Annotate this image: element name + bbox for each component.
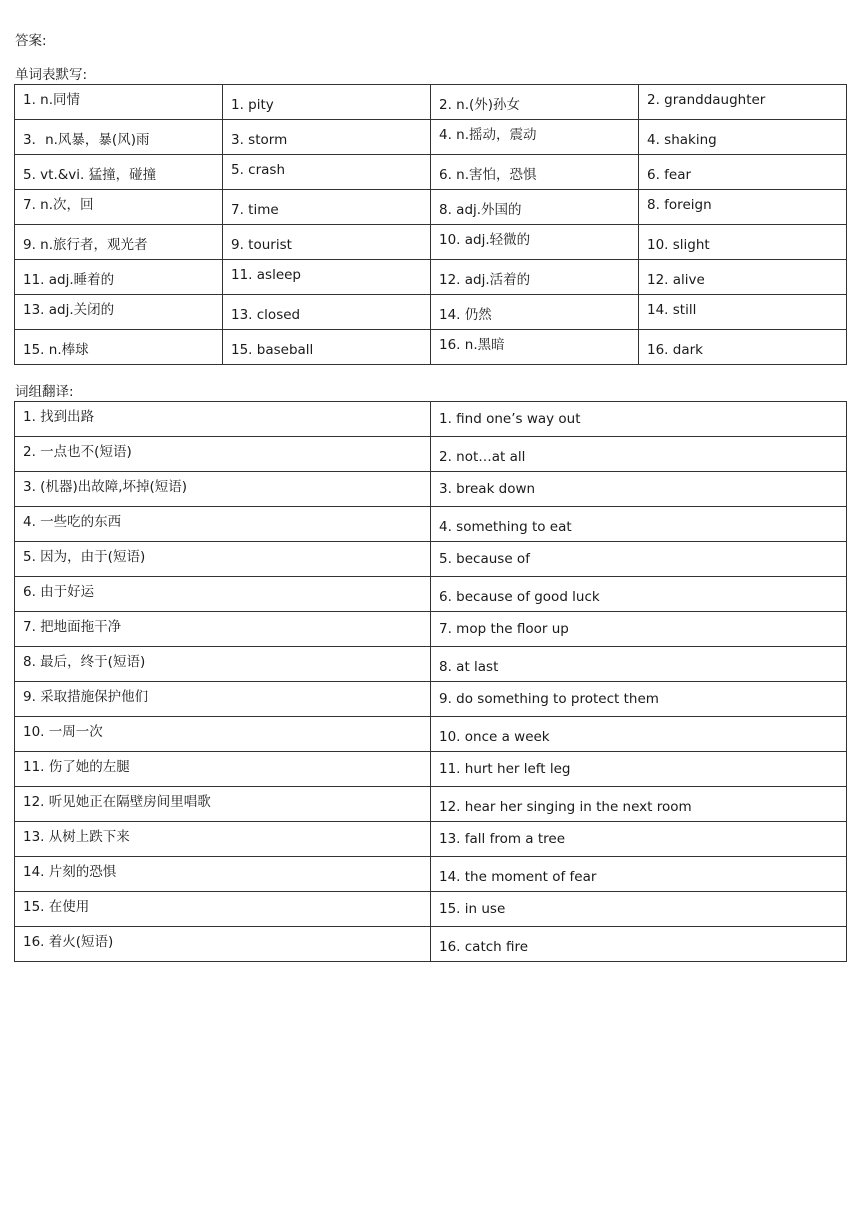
- cell-text: 12. adj.活着的: [439, 272, 531, 288]
- vocab-row: [15, 85, 847, 120]
- phrase-row: [15, 857, 847, 892]
- phrase-row: [15, 752, 847, 787]
- phrase-row: [15, 787, 847, 822]
- cell-text: 7. 把地面拖干净: [23, 619, 122, 635]
- vocab-word-cell: [639, 260, 847, 295]
- vocab-definition-cell: [15, 85, 223, 120]
- cell-text: 12. alive: [647, 272, 705, 288]
- vocab-definition-cell: [431, 85, 639, 120]
- cell-text: 11. 伤了她的左腿: [23, 759, 130, 775]
- vocab-section-label: 单词表默写:: [15, 67, 88, 83]
- cell-text: 2. n.(外)孙女: [439, 97, 521, 113]
- phrase-english-cell: [431, 857, 847, 892]
- cell-text: 10. adj.轻微的: [439, 232, 531, 248]
- phrase-row: [15, 542, 847, 577]
- phrase-row: [15, 647, 847, 682]
- cell-text: 9. tourist: [231, 237, 292, 253]
- phrase-chinese-cell: [15, 402, 431, 437]
- vocab-definition-cell: [15, 330, 223, 365]
- phrase-chinese-cell: [15, 822, 431, 857]
- vocab-row: [15, 330, 847, 365]
- cell-text: 9. n.旅行者，观光者: [23, 237, 148, 253]
- phrase-english-cell: [431, 787, 847, 822]
- cell-text: 1. find one’s way out: [439, 411, 581, 427]
- phrase-chinese-cell: [15, 717, 431, 752]
- cell-text: 8. adj.外国的: [439, 202, 522, 218]
- cell-text: 14. 仍然: [439, 307, 492, 323]
- cell-text: 13. closed: [231, 307, 301, 323]
- cell-text: 5. vt.&vi. 猛撞，碰撞: [23, 167, 157, 183]
- vocab-word-cell: [639, 295, 847, 330]
- vocab-definition-cell: [431, 155, 639, 190]
- cell-text: 5. 因为，由于(短语): [23, 549, 146, 565]
- cell-text: 15. n.棒球: [23, 342, 89, 358]
- cell-text: 9. do something to protect them: [439, 691, 659, 707]
- vocab-definition-cell: [15, 120, 223, 155]
- phrase-chinese-cell: [15, 892, 431, 927]
- cell-text: 14. 片刻的恐惧: [23, 864, 117, 880]
- phrase-english-cell: [431, 542, 847, 577]
- cell-text: 16. 着火(短语): [23, 934, 114, 950]
- vocab-row: [15, 120, 847, 155]
- cell-text: 5. because of: [439, 551, 530, 567]
- cell-text: 11. asleep: [231, 267, 301, 283]
- phrase-row: [15, 402, 847, 437]
- phrase-chinese-cell: [15, 577, 431, 612]
- vocab-definition-cell: [431, 225, 639, 260]
- cell-text: 13. adj.关闭的: [23, 302, 115, 318]
- cell-text: 7. n.次，回: [23, 197, 94, 213]
- vocab-table: [14, 84, 847, 365]
- phrase-chinese-cell: [15, 507, 431, 542]
- phrase-chinese-cell: [15, 612, 431, 647]
- cell-text: 1. 找到出路: [23, 409, 95, 425]
- answer-title: 答案:: [15, 33, 47, 49]
- phrase-row: [15, 717, 847, 752]
- vocab-word-cell: [223, 190, 431, 225]
- vocab-word-cell: [639, 225, 847, 260]
- phrase-table: [14, 401, 847, 962]
- cell-text: 3. (机器)出故障,坏掉(短语): [23, 479, 188, 495]
- cell-text: 10. once a week: [439, 729, 550, 745]
- vocab-definition-cell: [15, 155, 223, 190]
- vocab-word-cell: [639, 155, 847, 190]
- phrase-chinese-cell: [15, 752, 431, 787]
- phrase-chinese-cell: [15, 927, 431, 962]
- cell-text: 11. hurt her left leg: [439, 761, 571, 777]
- vocab-row: [15, 190, 847, 225]
- cell-text: 8. 最后，终于(短语): [23, 654, 146, 670]
- cell-text: 12. 听见她正在隔壁房间里唱歌: [23, 794, 211, 810]
- phrase-english-cell: [431, 892, 847, 927]
- phrase-chinese-cell: [15, 857, 431, 892]
- cell-text: 10. 一周一次: [23, 724, 103, 740]
- vocab-word-cell: [223, 295, 431, 330]
- vocab-definition-cell: [431, 295, 639, 330]
- cell-text: 13. fall from a tree: [439, 831, 566, 847]
- vocab-definition-cell: [431, 120, 639, 155]
- phrase-row: [15, 612, 847, 647]
- cell-text: 7. time: [231, 202, 279, 218]
- cell-text: 4. something to eat: [439, 519, 572, 535]
- vocab-word-cell: [223, 85, 431, 120]
- cell-text: 16. catch fire: [439, 939, 529, 955]
- vocab-word-cell: [223, 330, 431, 365]
- cell-text: 5. crash: [231, 162, 286, 178]
- cell-text: 7. mop the floor up: [439, 621, 569, 637]
- phrase-english-cell: [431, 472, 847, 507]
- phrase-english-cell: [431, 647, 847, 682]
- phrase-chinese-cell: [15, 682, 431, 717]
- vocab-word-cell: [639, 190, 847, 225]
- phrase-row: [15, 507, 847, 542]
- vocab-word-cell: [223, 260, 431, 295]
- phrase-row: [15, 892, 847, 927]
- vocab-definition-cell: [15, 260, 223, 295]
- cell-text: 4. shaking: [647, 132, 717, 148]
- vocab-row: [15, 260, 847, 295]
- phrase-section-label: 词组翻译:: [15, 384, 74, 400]
- phrase-row: [15, 822, 847, 857]
- phrase-row: [15, 927, 847, 962]
- vocab-word-cell: [639, 120, 847, 155]
- cell-text: 1. pity: [231, 97, 274, 113]
- phrase-chinese-cell: [15, 472, 431, 507]
- cell-text: 14. the moment of fear: [439, 869, 597, 885]
- cell-text: 6. fear: [647, 167, 692, 183]
- cell-text: 15. baseball: [231, 342, 314, 358]
- phrase-chinese-cell: [15, 647, 431, 682]
- vocab-row: [15, 295, 847, 330]
- cell-text: 16. dark: [647, 342, 703, 358]
- cell-text: 14. still: [647, 302, 697, 318]
- cell-text: 3. break down: [439, 481, 536, 497]
- phrase-english-cell: [431, 682, 847, 717]
- cell-text: 12. hear her singing in the next room: [439, 799, 692, 815]
- vocab-definition-cell: [15, 190, 223, 225]
- cell-text: 3. storm: [231, 132, 288, 148]
- phrase-english-cell: [431, 507, 847, 542]
- phrase-chinese-cell: [15, 542, 431, 577]
- cell-text: 2. granddaughter: [647, 92, 766, 108]
- cell-text: 6. 由于好运: [23, 584, 95, 600]
- phrase-row: [15, 472, 847, 507]
- cell-text: 16. n.黑暗: [439, 337, 505, 353]
- phrase-english-cell: [431, 822, 847, 857]
- phrase-english-cell: [431, 717, 847, 752]
- cell-text: 3．n.风暴，暴(风)雨: [23, 132, 150, 148]
- vocab-word-cell: [223, 225, 431, 260]
- vocab-row: [15, 155, 847, 190]
- vocab-word-cell: [223, 120, 431, 155]
- phrase-english-cell: [431, 927, 847, 962]
- cell-text: 2. not…at all: [439, 449, 526, 465]
- cell-text: 4. 一些吃的东西: [23, 514, 122, 530]
- cell-text: 15. 在使用: [23, 899, 90, 915]
- phrase-english-cell: [431, 752, 847, 787]
- vocab-definition-cell: [431, 330, 639, 365]
- phrase-row: [15, 437, 847, 472]
- cell-text: 1. n.同情: [23, 92, 81, 108]
- cell-text: 15. in use: [439, 901, 506, 917]
- phrase-chinese-cell: [15, 437, 431, 472]
- vocab-definition-cell: [431, 190, 639, 225]
- cell-text: 11. adj.睡着的: [23, 272, 115, 288]
- phrase-english-cell: [431, 437, 847, 472]
- phrase-english-cell: [431, 612, 847, 647]
- vocab-word-cell: [639, 330, 847, 365]
- cell-text: 10. slight: [647, 237, 710, 253]
- cell-text: 2. 一点也不(短语): [23, 444, 132, 460]
- vocab-definition-cell: [15, 225, 223, 260]
- phrase-english-cell: [431, 402, 847, 437]
- vocab-word-cell: [223, 155, 431, 190]
- phrase-chinese-cell: [15, 787, 431, 822]
- vocab-row: [15, 225, 847, 260]
- vocab-word-cell: [639, 85, 847, 120]
- cell-text: 6. n.害怕，恐惧: [439, 167, 537, 183]
- cell-text: 9. 采取措施保护他们: [23, 689, 149, 705]
- cell-text: 4. n.摇动，震动: [439, 127, 537, 143]
- cell-text: 8. foreign: [647, 197, 712, 213]
- cell-text: 6. because of good luck: [439, 589, 600, 605]
- vocab-definition-cell: [15, 295, 223, 330]
- phrase-english-cell: [431, 577, 847, 612]
- phrase-row: [15, 682, 847, 717]
- cell-text: 13. 从树上跌下来: [23, 829, 130, 845]
- vocab-definition-cell: [431, 260, 639, 295]
- cell-text: 8. at last: [439, 659, 499, 675]
- phrase-row: [15, 577, 847, 612]
